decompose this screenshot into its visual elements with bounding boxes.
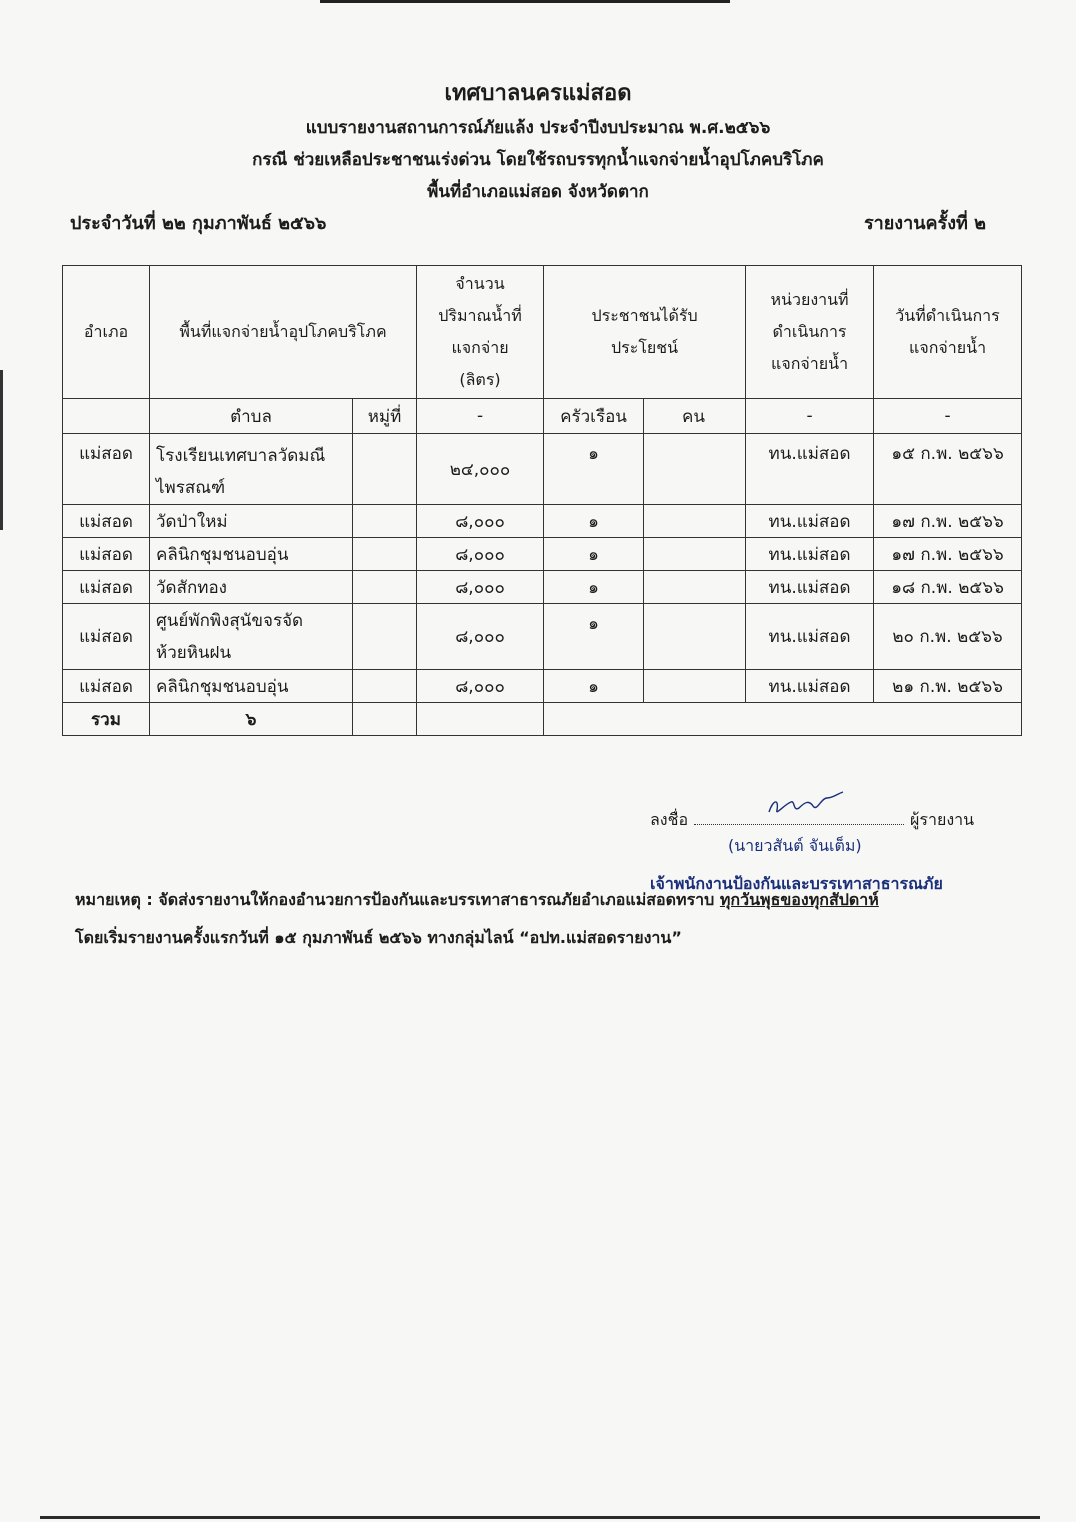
total-empty [353, 703, 417, 736]
header-beneficiaries [544, 266, 746, 399]
cell-amount: ๘,๐๐๐ [417, 571, 544, 604]
cell-agency: ทน.แม่สอด [746, 505, 874, 538]
cell-place-line: ศูนย์พักพิงสุนัขจรจัด [156, 610, 304, 631]
signer-position: เจ้าพนักงานป้องกันและบรรเทาสาธารณภัย [650, 874, 943, 893]
cell-agency: ทน.แม่สอด [746, 434, 874, 505]
note-line-2: โดยเริ่มรายงานครั้งแรกวันที่ ๑๕ กุมภาพันธ์ ๒๕๖๖ ทางกลุ่มไลน์ “อปท.แม่สอดรายงาน” [75, 928, 682, 947]
table-row [63, 670, 1022, 703]
header-beneficiaries-line: ประชาชนได้รับ [591, 306, 698, 325]
cell-agency: ทน.แม่สอด [746, 571, 874, 604]
subheader-households: ครัวเรือน [544, 399, 644, 434]
subheader-persons: คน [644, 399, 746, 434]
cell-amount: ๘,๐๐๐ [417, 538, 544, 571]
signature-role: ผู้รายงาน [910, 810, 975, 829]
cell-persons [644, 571, 746, 604]
cell-amount: ๘,๐๐๐ [417, 604, 544, 670]
note-emphasis: ทุกวันพุธของทุกสัปดาห์ [719, 890, 879, 909]
cell-amount: ๘,๐๐๐ [417, 670, 544, 703]
cell-date: ๑๗ ก.พ. ๒๕๖๖ [874, 505, 1022, 538]
report-table [62, 265, 1022, 736]
subheader-amount: - [417, 399, 544, 434]
scan-edge-bottom [40, 1516, 1040, 1519]
subheader-moo: หมู่ที่ [353, 399, 417, 434]
cell-date: ๒๑ ก.พ. ๒๕๖๖ [874, 670, 1022, 703]
header-amount-line: (ลิตร) [459, 370, 501, 389]
cell-amphoe: แม่สอด [63, 670, 150, 703]
total-label: รวม [63, 703, 150, 736]
subheader-row [63, 399, 1022, 434]
total-empty [417, 703, 544, 736]
cell-place-line: ไพรสณฑ์ [156, 478, 226, 498]
cell-date: ๑๕ ก.พ. ๒๕๖๖ [874, 434, 1022, 505]
cell-households: ๑ [544, 538, 644, 571]
note-line-1 [75, 888, 879, 913]
header-date-line: วันที่ดำเนินการ [895, 306, 1000, 325]
subheader-empty [63, 399, 150, 434]
table-row [63, 505, 1022, 538]
subheader-tambon: ตำบล [150, 399, 353, 434]
cell-place-line: โรงเรียนเทศบาลวัดมณี [156, 446, 326, 466]
table-row [63, 434, 1022, 505]
cell-moo [353, 604, 417, 670]
header-amphoe: อำเภอ [63, 266, 150, 399]
cell-amphoe: แม่สอด [63, 571, 150, 604]
cell-moo [353, 670, 417, 703]
header-area: พื้นที่แจกจ่ายน้ำอุปโภคบริโภค [150, 266, 417, 399]
header-amount-line: แจกจ่าย [451, 338, 509, 357]
cell-place [150, 604, 353, 670]
cell-place: วัดป่าใหม่ [150, 505, 353, 538]
cell-amount: ๒๔,๐๐๐ [417, 434, 544, 505]
header-row [63, 266, 1022, 399]
report-number: รายงานครั้งที่ ๒ [863, 213, 986, 234]
cell-moo [353, 434, 417, 505]
cell-amphoe: แม่สอด [63, 538, 150, 571]
cell-households: ๑ [544, 505, 644, 538]
cell-agency: ทน.แม่สอด [746, 670, 874, 703]
total-empty [544, 703, 1022, 736]
cell-persons [644, 670, 746, 703]
subtitle-line-3: พื้นที่อำเภอแม่สอด จังหวัดตาก [427, 182, 649, 202]
header-amount [417, 266, 544, 399]
scan-edge-left [0, 370, 3, 530]
header-agency-line: หน่วยงานที่ [770, 290, 849, 309]
cell-persons [644, 505, 746, 538]
signature-line [694, 824, 904, 825]
subtitle-line-2: กรณี ช่วยเหลือประชาชนเร่งด่วน โดยใช้รถบรรทุกน้ำแจกจ่ายน้ำอุปโภคบริโภค [252, 150, 824, 170]
cell-amphoe: แม่สอด [63, 434, 150, 505]
cell-place: วัดสักทอง [150, 571, 353, 604]
cell-moo [353, 571, 417, 604]
cell-place [150, 434, 353, 505]
scan-edge-top [320, 0, 730, 3]
cell-agency: ทน.แม่สอด [746, 538, 874, 571]
table-row [63, 604, 1022, 670]
header-agency-line: ดำเนินการ [772, 322, 847, 341]
cell-moo [353, 538, 417, 571]
header-amount-line: ปริมาณน้ำที่ [438, 306, 522, 325]
cell-households: ๑ [544, 571, 644, 604]
total-row [63, 703, 1022, 736]
header-beneficiaries-line: ประโยชน์ [610, 338, 679, 357]
cell-date: ๑๘ ก.พ. ๒๕๖๖ [874, 571, 1022, 604]
subheader-agency: - [746, 399, 874, 434]
cell-place: คลินิกชุมชนอบอุ่น [150, 538, 353, 571]
header-date-line: แจกจ่ายน้ำ [909, 338, 987, 357]
cell-date: ๑๗ ก.พ. ๒๕๖๖ [874, 538, 1022, 571]
cell-persons [644, 434, 746, 505]
signature-label: ลงชื่อ [650, 810, 689, 829]
header-agency-line: แจกจ่ายน้ำ [771, 354, 849, 373]
cell-persons [644, 604, 746, 670]
document-title: เทศบาลนครแม่สอด [444, 81, 632, 106]
header-date [874, 266, 1022, 399]
table-row [63, 538, 1022, 571]
cell-amphoe: แม่สอด [63, 604, 150, 670]
cell-households: ๑ [544, 670, 644, 703]
cell-agency: ทน.แม่สอด [746, 604, 874, 670]
table-row [63, 571, 1022, 604]
signature-scribble [765, 790, 845, 818]
cell-moo [353, 505, 417, 538]
cell-households: ๑ [544, 434, 644, 505]
header-amount-line: จำนวน [455, 274, 505, 293]
subtitle-line-1: แบบรายงานสถานการณ์ภัยแล้ง ประจำปีงบประมาณ พ.ศ.๒๕๖๖ [305, 118, 771, 138]
note-text: หมายเหตุ : จัดส่งรายงานให้กองอำนวยการป้องกันและบรรเทาสาธารณภัยอำเภอแม่สอดทราบ [75, 890, 720, 909]
total-count: ๖ [150, 703, 353, 736]
signer-name: (นายวสันต์ จันเต็ม) [728, 836, 862, 855]
cell-households: ๑ [544, 604, 644, 670]
cell-place: คลินิกชุมชนอบอุ่น [150, 670, 353, 703]
cell-persons [644, 538, 746, 571]
cell-date: ๒๐ ก.พ. ๒๕๖๖ [874, 604, 1022, 670]
cell-amount: ๘,๐๐๐ [417, 505, 544, 538]
cell-amphoe: แม่สอด [63, 505, 150, 538]
report-date: ประจำวันที่ ๒๒ กุมภาพันธ์ ๒๕๖๖ [70, 213, 327, 234]
cell-place-line: ห้วยหินฝน [156, 642, 232, 663]
header-agency [746, 266, 874, 399]
subheader-date: - [874, 399, 1022, 434]
